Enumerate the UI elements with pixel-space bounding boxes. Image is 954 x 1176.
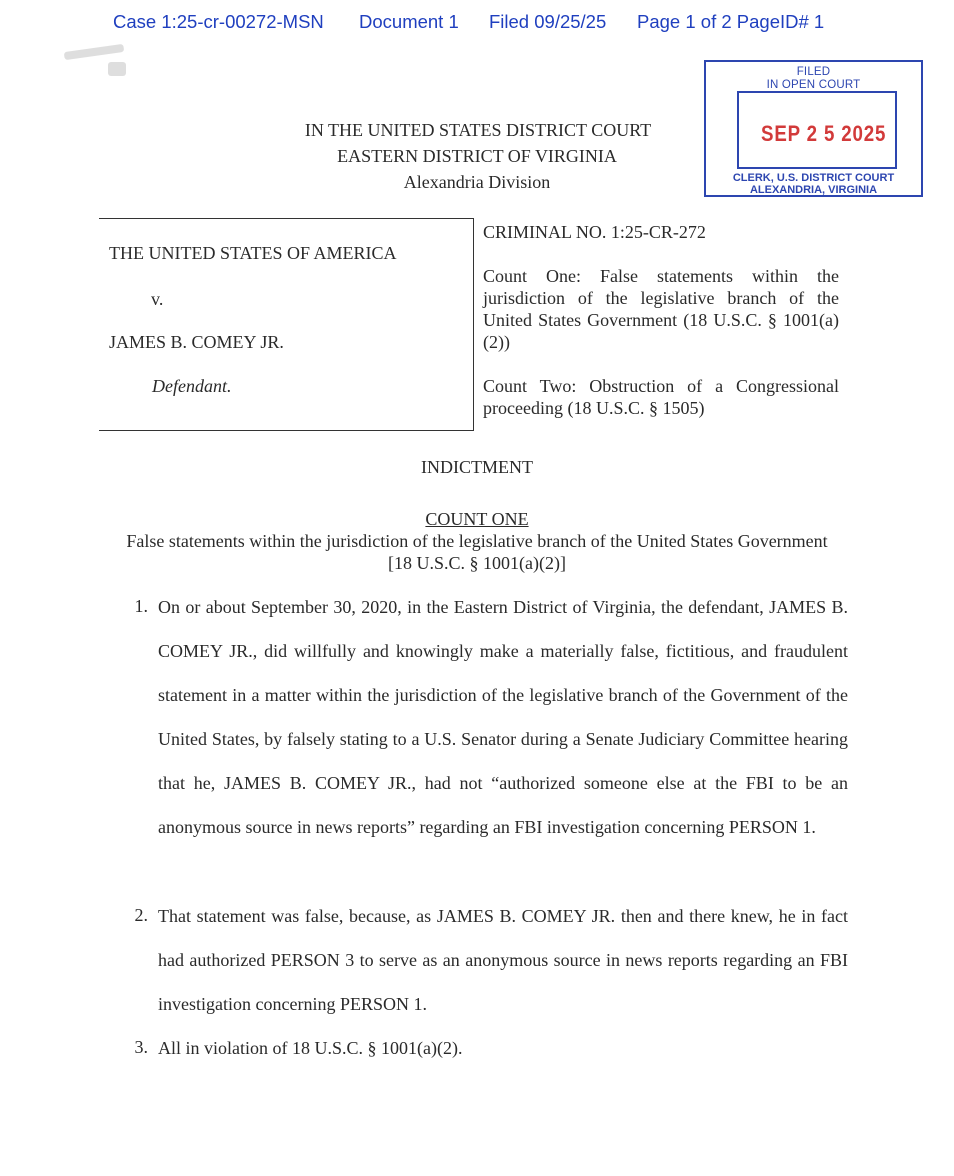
paragraph-number: 1. [134, 596, 148, 616]
count-two-summary: Count Two: Obstruction of a Congressional proceeding (18 U.S.C. § 1505) [483, 376, 839, 418]
document-number: Document 1 [359, 11, 459, 32]
stamp-date: SEP 2 5 2025 [761, 121, 887, 146]
count-one-title: COUNT ONE [425, 509, 529, 529]
defendant-label: Defendant. [152, 376, 232, 396]
count-one-heading [0, 509, 954, 530]
stamp-filed-line1: FILED [796, 66, 831, 78]
filed-date: Filed 09/25/25 [489, 11, 607, 32]
case-number: Case 1:25-cr-00272-MSN [113, 11, 324, 32]
indictment-title: INDICTMENT [421, 457, 533, 477]
paragraph-text: That statement was false, because, as JAMES B. COMEY JR. then and there knew, he in fact had authorized PERSON 3 to serve as an anonymous source in news reports regarding an FBI investigation concerning PERSON 1. [158, 906, 848, 1014]
paragraph-text: All in violation of 18 U.S.C. § 1001(a)(2). [158, 1038, 463, 1058]
stamp-date-box [737, 91, 897, 169]
page-id: Page 1 of 2 PageID# 1 [637, 11, 825, 32]
filed-stamp [704, 60, 923, 197]
criminal-number: CRIMINAL NO. 1:25-CR-272 [483, 222, 706, 242]
stamp-clerk-line2: ALEXANDRIA, VIRGINIA [749, 184, 878, 196]
ecf-header [0, 8, 954, 36]
court-district: EASTERN DISTRICT OF VIRGINIA [337, 146, 617, 166]
versus: v. [151, 289, 164, 309]
paragraph-number: 3. [134, 1037, 148, 1057]
count-one-citation: [18 U.S.C. § 1001(a)(2)] [388, 553, 566, 573]
stamp-filed-label [706, 66, 921, 92]
plaintiff-name: THE UNITED STATES OF AMERICA [109, 243, 397, 263]
court-name: IN THE UNITED STATES DISTRICT COURT [304, 120, 652, 140]
scan-smudge [108, 62, 126, 76]
count-one-description: False statements within the jurisdiction of the legislative branch of the United States Government [126, 531, 828, 551]
stamp-clerk-line1: CLERK, U.S. DISTRICT COURT [732, 172, 895, 184]
case-caption-box [99, 218, 474, 431]
paragraph-text: On or about September 30, 2020, in the Eastern District of Virginia, the defendant, JAMES B. COMEY JR., did willfully and knowingly make a materially false, fictitious, and fraudulent statement in a matter within the jurisdiction of the legislative branch of the Government of the United States, by falsely stating to a U.S. Senator during a Senate Judiciary Committee hearing that he, JAMES B. COMEY JR., had not “authorized someone else at the FBI to be an anonymous source in news reports” regarding an FBI investigation concerning PERSON 1. [158, 597, 848, 837]
stamp-clerk [706, 172, 921, 196]
scan-smudge [64, 44, 125, 60]
count-one-description-block [0, 530, 954, 574]
stamp-filed-line2: IN OPEN COURT [766, 79, 861, 91]
paragraph-number: 2. [134, 905, 148, 925]
defendant-name: JAMES B. COMEY JR. [109, 332, 284, 352]
count-one-summary: Count One: False statements within the jurisdiction of the legislative branch of the United States Government (18 U.S.C. § 1001(a)(2)) [483, 266, 839, 352]
court-division: Alexandria Division [403, 172, 551, 192]
